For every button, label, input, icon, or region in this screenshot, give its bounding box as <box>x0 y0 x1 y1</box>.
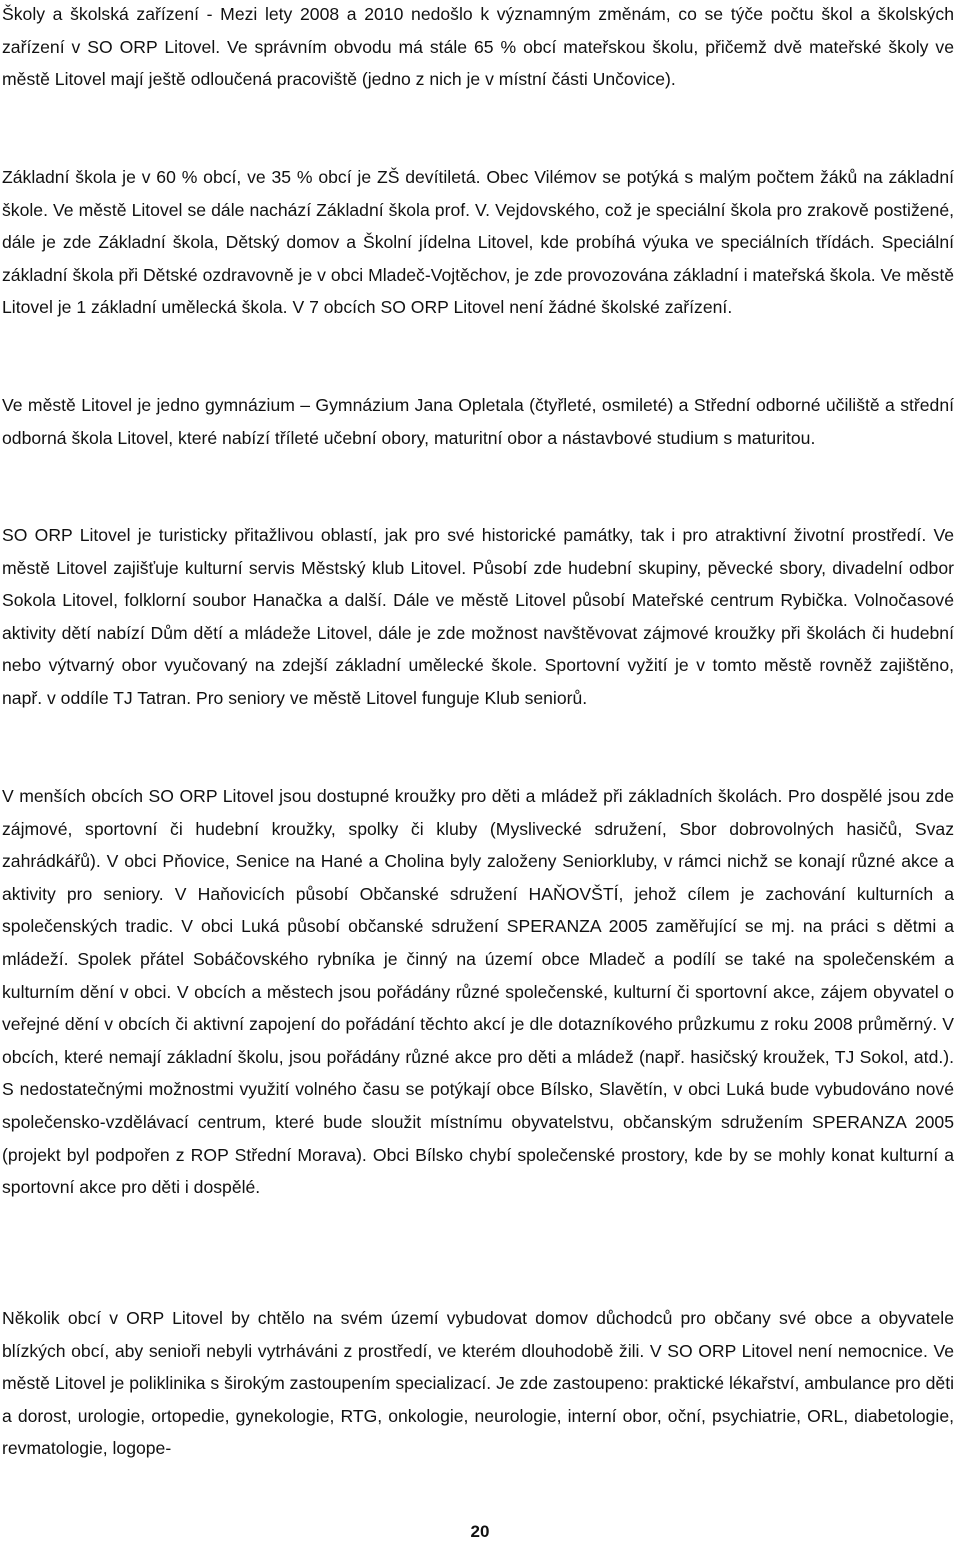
paragraph-elementary-schools: Základní škola je v 60 % obcí, ve 35 % obcí je ZŠ devítiletá. Obec Vilémov se potýká s malým počtem žáků na základní škole. Ve městě Litovel se dále nachází Základní škola prof. V. Vejdovského, což je speciální škola pro zrakově postižené, dále je zde Základní škola, Dětský domov a Školní jídelna Litovel, kde probíhá výuka ve speciálních třídách. Speciální základní škola při Dětské ozdravovně je v obci Mladeč-Vojtěchov, je zde provozována základní i mateřská škola. Ve městě Litovel je 1 základní umělecká škola. V 7 obcích SO ORP Litovel není žádné školské zařízení. <box>2 167 954 318</box>
paragraph-culture-litovel: SO ORP Litovel je turisticky přitažlivou oblastí, jak pro své historické památky, tak i pro atraktivní životní prostředí. Ve městě Litovel zajišťuje kulturní servis Městský klub Litovel. Působí zde hudební skupiny, pěvecké sbory, divadelní odbor Sokola Litovel, folklorní soubor Hanačka a další. Dále ve městě Litovel působí Mateřské centrum Rybička. Volnočasové aktivity dětí nabízí Dům dětí a mládeže Litovel, dále je zde možnost navštěvovat zájmové kroužky při školách či hudební nebo výtvarný obor vyučovaný na zdejší základní umělecké škole. Sportovní vyžití je v tomto městě rovněž zajištěno, např. v oddíle TJ Tatran. Pro seniory ve městě Litovel funguje Klub seniorů. <box>2 525 954 708</box>
page-number: 20 <box>470 1522 490 1541</box>
paragraph-smaller-municipalities: V menších obcích SO ORP Litovel jsou dostupné kroužky pro děti a mládež při základních školách. Pro dospělé jsou zde zájmové, sportovní či hudební kroužky, spolky či kluby (Myslivecké sdružení, Sbor dobrovolných hasičů, Svaz zahrádkářů). V obci Pňovice, Senice na Hané a Cholina byly založeny Seniorkluby, v rámci nichž se konají různé akce a aktivity pro seniory. V Haňovicích působí Občanské sdružení HAŇOVŠTÍ, jehož cílem je zachování kulturních a společenských tradic. V obci Luká působí občanské sdružení SPERANZA 2005 zaměřující se mj. na práci s dětmi a mládeží. Spolek přátel Sobáčovského rybníka je činný na území obce Mladeč a podílí se také na společenském a kulturním dění v obci. V obcích a městech jsou pořádány různé společenské, kulturní či sportovní akce, zájem obyvatel o veřejné dění v obcích či aktivní zapojení do pořádání těchto akcí je dle dotazníkového průzkumu z roku 2008 průměrný. V obcích, které nemají základní školu, jsou pořádány různé akce pro děti a mládež (např. hasičský kroužek, TJ Sokol, atd.). S nedostatečnými možnostmi využití volného času se potýkají obce Bílsko, Slavětín, v obci Luká bude vybudováno nové společensko-vzdělávací centrum, které bude sloužit místnímu obyvatelstvu, občanským sdružením SPERANZA 2005 (projekt byl podpořen z ROP Střední Morava). Obci Bílsko chybí společenské prostory, kde by se mohly konat kulturní a sportovní akce pro děti i dospělé. <box>2 786 954 1198</box>
paragraph-schools-overview: Školy a školská zařízení - Mezi lety 2008 a 2010 nedošlo k významným změnám, co se týče počtu škol a školských zařízení v SO ORP Litovel. Ve správním obvodu má stále 65 % obcí mateřskou školu, přičemž dvě mateřské školy ve městě Litovel mají ještě odloučená pracoviště (jedno z nich je v místní části Unčovice). <box>2 4 954 90</box>
paragraph-secondary-schools: Ve městě Litovel je jedno gymnázium – Gymnázium Jana Opletala (čtyřleté, osmileté) a Střední odborné učiliště a střední odborná škola Litovel, které nabízí tříleté učební obory, maturitní obor a nástavbové studium s maturitou. <box>2 395 954 448</box>
paragraph-healthcare: Několik obcí v ORP Litovel by chtělo na svém území vybudovat domov důchodců pro občany své obce a obyvatele blízkých obcí, aby senioři nebyli vytrháváni z prostředí, ve kterém dlouhodobě žili. V SO ORP Litovel není nemocnice. Ve městě Litovel je poliklinika s širokým zastoupením specializací. Je zde zastoupeno: praktické lékařství, ambulance pro děti a dorost, urologie, ortopedie, gynekologie, RTG, onkologie, neurologie, interní obor, oční, psychiatrie, ORL, diabetologie, revmatologie, logope- <box>2 1308 954 1459</box>
